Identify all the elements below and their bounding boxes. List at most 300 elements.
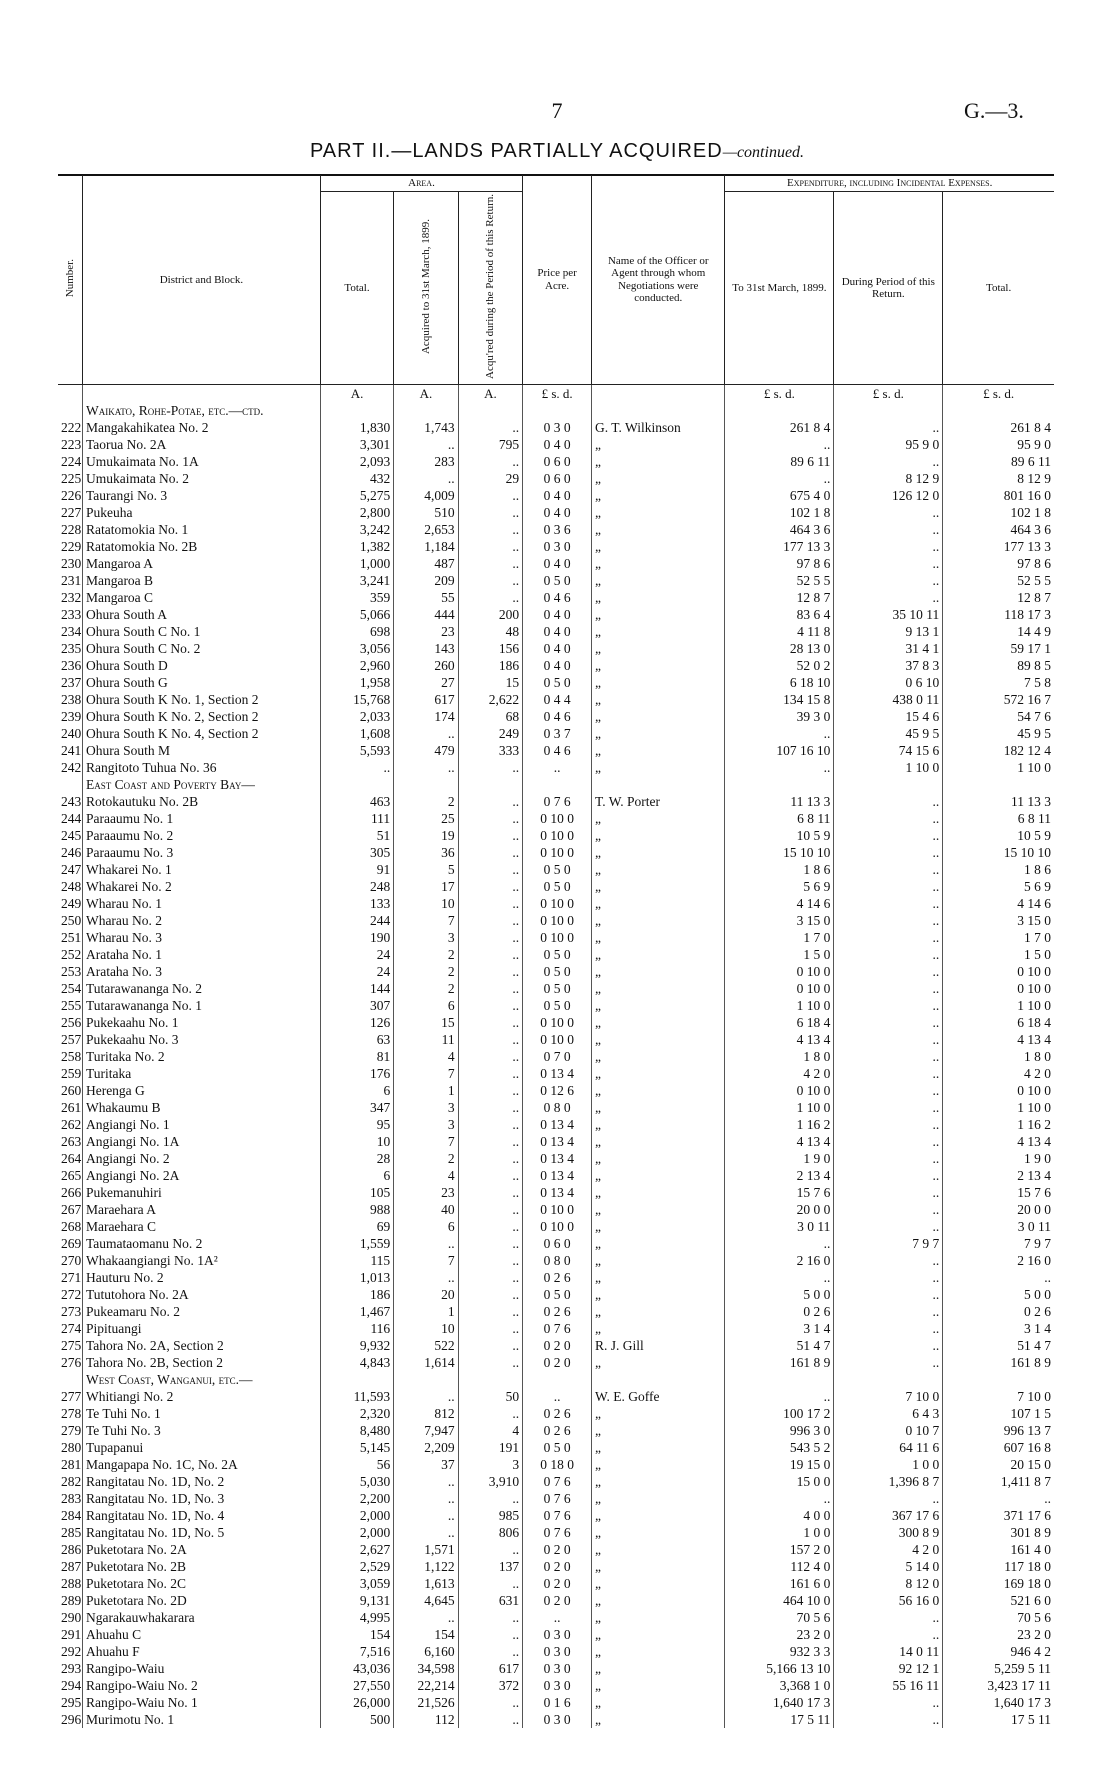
- table-row: [58, 895, 1054, 912]
- cell-a: 444: [394, 606, 458, 623]
- cell-o: „: [592, 1405, 725, 1422]
- table-row: [58, 1184, 1054, 1201]
- section-spacer: [523, 776, 592, 793]
- cell-e2: ..: [834, 555, 943, 572]
- section-spacer: [834, 402, 943, 419]
- cell-e3: 1 9 0: [1024, 1151, 1051, 1167]
- table-row: [58, 1405, 1054, 1422]
- cell-d: Pukeuha: [82, 504, 320, 521]
- cell-a: 36: [394, 844, 458, 861]
- cell-e1: 100 17 2: [725, 1405, 834, 1422]
- cell-o: „: [592, 538, 725, 555]
- cell-t: 1,830: [320, 419, 393, 436]
- cell-pr: 0 4 0: [523, 623, 592, 640]
- table-row: [58, 640, 1054, 657]
- cell-e1: 51 4 7: [725, 1337, 834, 1354]
- cell-t: 144: [320, 980, 393, 997]
- section-spacer: [523, 1371, 592, 1388]
- cell-d: Mangapapa No. 1C, No. 2A: [82, 1456, 320, 1473]
- cell-a: 2: [394, 980, 458, 997]
- cell-t: 43,036: [320, 1660, 393, 1677]
- table-row: [58, 521, 1054, 538]
- cell-t: 463: [320, 793, 393, 810]
- table-row: [58, 1694, 1054, 1711]
- cell-e1: 464 10 0: [725, 1592, 834, 1609]
- table-row: [58, 623, 1054, 640]
- cell-pr: 0 13 4: [523, 1133, 592, 1150]
- cell-a: 4,645: [394, 1592, 458, 1609]
- cell-d: Hauturu No. 2: [82, 1269, 320, 1286]
- part-title-text: PART II.—LANDS PARTIALLY ACQUIRED: [309, 140, 723, 162]
- cell-e3: 7 10 0: [1017, 1389, 1051, 1405]
- cell-a: 6,160: [394, 1643, 458, 1660]
- cell-pr: 0 2 6: [523, 1303, 592, 1320]
- cell-a: 7: [394, 1065, 458, 1082]
- cell-n: 244: [58, 810, 82, 827]
- cell-e1: 89 6 11: [725, 453, 834, 470]
- cell-a: 2,653: [394, 521, 458, 538]
- cell-d: Tahora No. 2A, Section 2: [82, 1337, 320, 1354]
- cell-e2: ..: [834, 878, 943, 895]
- cell-p: 48: [458, 623, 522, 640]
- cell-d: Turitaka No. 2: [82, 1048, 320, 1065]
- cell-n: 224: [58, 453, 82, 470]
- cell-n: 257: [58, 1031, 82, 1048]
- cell-e3: 1 8 0: [1024, 1049, 1051, 1065]
- cell-a: 3: [394, 1116, 458, 1133]
- cell-n: 234: [58, 623, 82, 640]
- cell-d: Angiangi No. 1A: [82, 1133, 320, 1150]
- cell-e3: 1 10 0: [1017, 1100, 1051, 1116]
- cell-pr: 0 7 0: [523, 1048, 592, 1065]
- table-row: [58, 1354, 1054, 1371]
- officer-header: Name of the Officer or Agent through whom Negotiations were conducted.: [592, 175, 725, 385]
- cell-pr: 0 7 6: [523, 1524, 592, 1541]
- cell-e2: ..: [834, 912, 943, 929]
- cell-t: 69: [320, 1218, 393, 1235]
- unit-acres: A.: [320, 385, 393, 403]
- cell-n: 294: [58, 1677, 82, 1694]
- cell-e1: ..: [725, 1490, 834, 1507]
- cell-pr: 0 10 0: [523, 810, 592, 827]
- cell-e1: 2 16 0: [725, 1252, 834, 1269]
- cell-e3: 8 12 9: [1017, 471, 1051, 487]
- cell-n: 270: [58, 1252, 82, 1269]
- cell-p: ..: [458, 946, 522, 963]
- cell-a: 6: [394, 997, 458, 1014]
- cell-o: „: [592, 1133, 725, 1150]
- cell-pr: 0 5 0: [523, 1439, 592, 1456]
- cell-a: 55: [394, 589, 458, 606]
- section-title: East Coast and Poverty Bay—: [82, 776, 320, 793]
- cell-e1: 2 13 4: [725, 1167, 834, 1184]
- cell-a: 260: [394, 657, 458, 674]
- total-area-header: Total.: [320, 192, 393, 385]
- cell-t: 5,145: [320, 1439, 393, 1456]
- cell-t: 27,550: [320, 1677, 393, 1694]
- cell-n: 251: [58, 929, 82, 946]
- cell-n: 263: [58, 1133, 82, 1150]
- cell-pr: 0 10 0: [523, 1218, 592, 1235]
- cell-d: Angiangi No. 2A: [82, 1167, 320, 1184]
- unit-money: £ s. d.: [834, 385, 943, 403]
- cell-p: ..: [458, 1354, 522, 1371]
- cell-n: 278: [58, 1405, 82, 1422]
- cell-e2: ..: [834, 1116, 943, 1133]
- cell-d: Angiangi No. 2: [82, 1150, 320, 1167]
- cell-p: 50: [458, 1388, 522, 1405]
- cell-e2: 438 0 11: [834, 691, 943, 708]
- cell-p: ..: [458, 793, 522, 810]
- table-row: [58, 1133, 1054, 1150]
- cell-a: ..: [394, 725, 458, 742]
- table-row: [58, 1116, 1054, 1133]
- cell-t: 26,000: [320, 1694, 393, 1711]
- cell-t: 3,242: [320, 521, 393, 538]
- cell-a: 617: [394, 691, 458, 708]
- cell-o: „: [592, 963, 725, 980]
- cell-e3: 5 0 0: [1024, 1287, 1051, 1303]
- table-row: [58, 1592, 1054, 1609]
- cell-d: Angiangi No. 1: [82, 1116, 320, 1133]
- cell-t: 8,480: [320, 1422, 393, 1439]
- cell-p: 3: [458, 1456, 522, 1473]
- cell-d: Ohura South G: [82, 674, 320, 691]
- cell-o: „: [592, 1065, 725, 1082]
- cell-o: „: [592, 997, 725, 1014]
- cell-e2: ..: [834, 453, 943, 470]
- cell-e2: 37 8 3: [834, 657, 943, 674]
- cell-e3: ..: [1044, 1491, 1051, 1507]
- cell-pr: 0 5 0: [523, 1286, 592, 1303]
- cell-t: 115: [320, 1252, 393, 1269]
- cell-e1: 543 5 2: [725, 1439, 834, 1456]
- cell-e3: 118 17 3: [1004, 607, 1051, 623]
- cell-e1: ..: [725, 1235, 834, 1252]
- cell-e1: 11 13 3: [725, 793, 834, 810]
- cell-n: 232: [58, 589, 82, 606]
- section-spacer: [592, 402, 725, 419]
- table-row: [58, 878, 1054, 895]
- cell-o: „: [592, 1626, 725, 1643]
- table-row: [58, 1609, 1054, 1626]
- cell-t: 2,960: [320, 657, 393, 674]
- cell-e2: 1 0 0: [834, 1456, 943, 1473]
- cell-o: „: [592, 1473, 725, 1490]
- cell-p: ..: [458, 963, 522, 980]
- cell-p: ..: [458, 1082, 522, 1099]
- cell-d: Pipituangi: [82, 1320, 320, 1337]
- cell-d: Rangitatau No. 1D, No. 3: [82, 1490, 320, 1507]
- cell-t: 111: [320, 810, 393, 827]
- cell-e1: ..: [725, 1269, 834, 1286]
- table-row: [58, 691, 1054, 708]
- cell-pr: 0 3 7: [523, 725, 592, 742]
- cell-e1: 675 4 0: [725, 487, 834, 504]
- cell-n: 236: [58, 657, 82, 674]
- acquired-1899-header: [394, 192, 458, 385]
- cell-n: 235: [58, 640, 82, 657]
- cell-e1: 12 8 7: [725, 589, 834, 606]
- cell-e3: 607 16 8: [1003, 1440, 1051, 1456]
- cell-d: Tututohora No. 2A: [82, 1286, 320, 1303]
- cell-o: „: [592, 1150, 725, 1167]
- cell-o: „: [592, 555, 725, 572]
- cell-t: 11,593: [320, 1388, 393, 1405]
- cell-d: Puketotara No. 2C: [82, 1575, 320, 1592]
- cell-e3: 161 8 9: [1010, 1355, 1051, 1371]
- cell-n: 277: [58, 1388, 82, 1405]
- cell-d: Ohura South A: [82, 606, 320, 623]
- cell-e1: 1 8 0: [725, 1048, 834, 1065]
- cell-pr: 0 5 0: [523, 674, 592, 691]
- table-row: [58, 827, 1054, 844]
- cell-pr: 0 3 0: [523, 538, 592, 555]
- table-row: [58, 929, 1054, 946]
- cell-o: „: [592, 1439, 725, 1456]
- section-heading-row: [58, 776, 1054, 793]
- cell-e3: 0 10 0: [1017, 1083, 1051, 1099]
- cell-e3: 51 4 7: [1017, 1338, 1051, 1354]
- cell-e3: 0 10 0: [1017, 964, 1051, 980]
- cell-e3: 161 4 0: [1010, 1542, 1051, 1558]
- cell-p: 68: [458, 708, 522, 725]
- cell-e1: 1 5 0: [725, 946, 834, 963]
- table-row: [58, 1558, 1054, 1575]
- cell-t: 95: [320, 1116, 393, 1133]
- cell-e3: 3,423 17 11: [987, 1678, 1051, 1694]
- cell-e2: ..: [834, 1048, 943, 1065]
- cell-a: ..: [394, 436, 458, 453]
- cell-pr: 0 6 0: [523, 453, 592, 470]
- cell-t: 6: [320, 1082, 393, 1099]
- cell-n: 291: [58, 1626, 82, 1643]
- cell-d: Ohura South C No. 2: [82, 640, 320, 657]
- unit-acres: A.: [458, 385, 522, 403]
- cell-t: 4,995: [320, 1609, 393, 1626]
- cell-e3: 1 10 0: [1017, 998, 1051, 1014]
- cell-p: 372: [458, 1677, 522, 1694]
- cell-pr: 0 13 4: [523, 1116, 592, 1133]
- cell-o: „: [592, 487, 725, 504]
- cell-d: Ohura South M: [82, 742, 320, 759]
- table-row: [58, 963, 1054, 980]
- cell-t: 2,529: [320, 1558, 393, 1575]
- section-spacer: [592, 776, 725, 793]
- cell-t: 248: [320, 878, 393, 895]
- cell-d: Arataha No. 3: [82, 963, 320, 980]
- cell-o: „: [592, 1116, 725, 1133]
- cell-p: ..: [458, 1150, 522, 1167]
- cell-a: 40: [394, 1201, 458, 1218]
- cell-e3: 1 8 6: [1024, 862, 1051, 878]
- cell-e1: 4 14 6: [725, 895, 834, 912]
- cell-n: 233: [58, 606, 82, 623]
- cell-e3: 301 8 9: [1010, 1525, 1051, 1541]
- cell-t: 24: [320, 963, 393, 980]
- cell-e1: 1 10 0: [725, 997, 834, 1014]
- cell-e1: 97 8 6: [725, 555, 834, 572]
- cell-a: ..: [394, 1235, 458, 1252]
- cell-p: ..: [458, 878, 522, 895]
- cell-e1: 161 8 9: [725, 1354, 834, 1371]
- cell-pr: 0 13 4: [523, 1184, 592, 1201]
- table-row: [58, 1541, 1054, 1558]
- cell-n: 242: [58, 759, 82, 776]
- part-title: [0, 140, 1114, 163]
- cell-pr: ..: [523, 1388, 592, 1405]
- cell-e2: ..: [834, 810, 943, 827]
- cell-d: Whakaumu B: [82, 1099, 320, 1116]
- cell-d: Wharau No. 2: [82, 912, 320, 929]
- cell-p: ..: [458, 912, 522, 929]
- district-header: District and Block.: [82, 175, 320, 385]
- cell-t: 2,000: [320, 1524, 393, 1541]
- cell-a: 1,613: [394, 1575, 458, 1592]
- section-spacer: [523, 402, 592, 419]
- cell-n: 230: [58, 555, 82, 572]
- cell-pr: 0 10 0: [523, 827, 592, 844]
- cell-o: „: [592, 912, 725, 929]
- cell-e2: ..: [834, 504, 943, 521]
- cell-e3: 70 5 6: [1017, 1610, 1051, 1626]
- cell-e1: 996 3 0: [725, 1422, 834, 1439]
- cell-o: „: [592, 946, 725, 963]
- cell-o: „: [592, 453, 725, 470]
- cell-d: Ohura South K No. 4, Section 2: [82, 725, 320, 742]
- cell-a: 37: [394, 1456, 458, 1473]
- cell-d: Maraehara C: [82, 1218, 320, 1235]
- cell-e1: 464 3 6: [725, 521, 834, 538]
- cell-e3: 11 13 3: [1011, 794, 1051, 810]
- cell-n: 245: [58, 827, 82, 844]
- cell-n: 287: [58, 1558, 82, 1575]
- section-spacer: [592, 1371, 725, 1388]
- table-row: [58, 1337, 1054, 1354]
- table-row: [58, 1252, 1054, 1269]
- cell-e2: ..: [834, 1354, 943, 1371]
- cell-e1: 4 2 0: [725, 1065, 834, 1082]
- table-row: [58, 1388, 1054, 1405]
- cell-d: Mangaroa C: [82, 589, 320, 606]
- continued-label: —continued.: [722, 144, 805, 161]
- cell-pr: 0 3 6: [523, 521, 592, 538]
- cell-a: 7: [394, 1252, 458, 1269]
- cell-p: ..: [458, 1626, 522, 1643]
- cell-a: 21,526: [394, 1694, 458, 1711]
- table-row: [58, 1303, 1054, 1320]
- cell-pr: 0 12 6: [523, 1082, 592, 1099]
- cell-e1: 6 18 4: [725, 1014, 834, 1031]
- cell-n: 283: [58, 1490, 82, 1507]
- cell-t: 2,033: [320, 708, 393, 725]
- section-spacer: [58, 402, 82, 419]
- table-row: [58, 436, 1054, 453]
- cell-n: 223: [58, 436, 82, 453]
- cell-o: „: [592, 521, 725, 538]
- cell-p: ..: [458, 521, 522, 538]
- cell-pr: 0 4 0: [523, 504, 592, 521]
- cell-pr: 0 2 6: [523, 1405, 592, 1422]
- cell-e1: 3 1 4: [725, 1320, 834, 1337]
- cell-e1: 70 5 6: [725, 1609, 834, 1626]
- cell-a: 143: [394, 640, 458, 657]
- cell-e2: ..: [834, 1711, 943, 1728]
- cell-p: 137: [458, 1558, 522, 1575]
- cell-e1: ..: [725, 1388, 834, 1405]
- cell-pr: 0 8 0: [523, 1099, 592, 1116]
- cell-e3: 7 9 7: [1024, 1236, 1051, 1252]
- cell-n: 264: [58, 1150, 82, 1167]
- cell-d: Tutarawananga No. 1: [82, 997, 320, 1014]
- table-row: [58, 1626, 1054, 1643]
- cell-pr: 0 4 6: [523, 742, 592, 759]
- table-row: [58, 487, 1054, 504]
- cell-e2: 55 16 11: [834, 1677, 943, 1694]
- cell-pr: 0 2 0: [523, 1337, 592, 1354]
- cell-t: 116: [320, 1320, 393, 1337]
- cell-p: ..: [458, 844, 522, 861]
- cell-e3: 10 5 9: [1017, 828, 1051, 844]
- table-row: [58, 1575, 1054, 1592]
- cell-e3: 169 18 0: [1003, 1576, 1051, 1592]
- cell-o: „: [592, 572, 725, 589]
- cell-t: 500: [320, 1711, 393, 1728]
- cell-pr: 0 7 6: [523, 1507, 592, 1524]
- cell-o: G. T. Wilkinson: [592, 419, 725, 436]
- cell-o: „: [592, 1524, 725, 1541]
- cell-a: 7: [394, 1133, 458, 1150]
- cell-p: ..: [458, 1575, 522, 1592]
- cell-o: „: [592, 1711, 725, 1728]
- cell-e3: 89 8 5: [1017, 658, 1051, 674]
- cell-o: „: [592, 1269, 725, 1286]
- table-row: [58, 861, 1054, 878]
- cell-o: „: [592, 1507, 725, 1524]
- cell-e1: ..: [725, 470, 834, 487]
- cell-e2: ..: [834, 1320, 943, 1337]
- cell-d: Ratatomokia No. 1: [82, 521, 320, 538]
- table-row: [58, 912, 1054, 929]
- section-spacer: [834, 1371, 943, 1388]
- cell-e3: 4 14 6: [1017, 896, 1051, 912]
- cell-e3: 6 18 4: [1017, 1015, 1051, 1031]
- cell-d: Rangitatau No. 1D, No. 2: [82, 1473, 320, 1490]
- cell-d: Mangaroa A: [82, 555, 320, 572]
- cell-p: ..: [458, 929, 522, 946]
- cell-n: 284: [58, 1507, 82, 1524]
- cell-p: ..: [458, 1133, 522, 1150]
- cell-e2: ..: [834, 793, 943, 810]
- cell-t: 9,932: [320, 1337, 393, 1354]
- cell-pr: 0 4 0: [523, 436, 592, 453]
- cell-a: 7,947: [394, 1422, 458, 1439]
- cell-p: ..: [458, 827, 522, 844]
- section-spacer: [458, 1371, 522, 1388]
- table-row: [58, 793, 1054, 810]
- cell-d: Wharau No. 1: [82, 895, 320, 912]
- unit-cell: [58, 385, 82, 403]
- cell-e3: 20 15 0: [1010, 1457, 1051, 1473]
- cell-d: Ngarakauwhakarara: [82, 1609, 320, 1626]
- cell-n: 290: [58, 1609, 82, 1626]
- cell-a: 23: [394, 623, 458, 640]
- cell-pr: 0 13 4: [523, 1065, 592, 1082]
- cell-d: Ohura South D: [82, 657, 320, 674]
- cell-p: ..: [458, 572, 522, 589]
- cell-p: ..: [458, 1286, 522, 1303]
- cell-o: „: [592, 1082, 725, 1099]
